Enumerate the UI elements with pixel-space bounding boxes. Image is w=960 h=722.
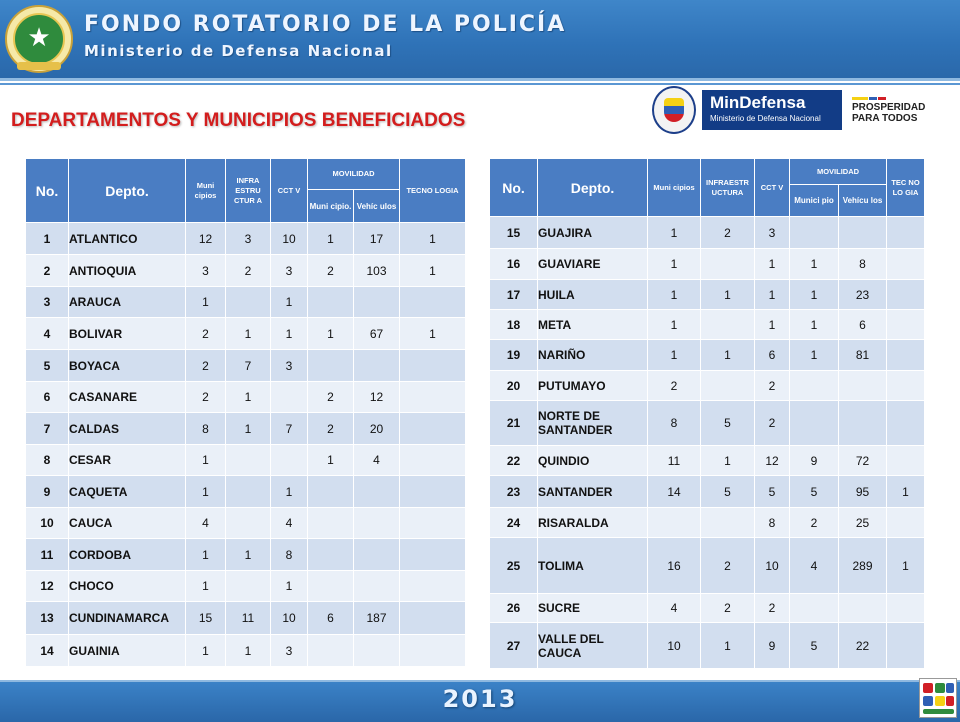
cell-tec [887, 280, 925, 310]
row-number: 19 [490, 340, 538, 371]
cell-infra: 1 [226, 539, 271, 571]
cell-tec [400, 602, 466, 635]
cell-mov-muni: 2 [308, 255, 354, 287]
header-subtitle: Ministerio de Defensa Nacional [84, 42, 393, 60]
cell-cctv: 2 [755, 401, 790, 446]
cell-cctv: 1 [755, 249, 790, 280]
cell-muni: 4 [186, 508, 226, 539]
cell-mov-muni: 4 [790, 538, 839, 594]
cell-muni: 2 [186, 318, 226, 350]
cell-muni: 1 [186, 635, 226, 667]
cell-cctv: 4 [271, 508, 308, 539]
cell-infra [701, 310, 755, 340]
cell-cctv: 1 [271, 318, 308, 350]
cell-tec [887, 508, 925, 538]
cell-infra: 1 [701, 446, 755, 476]
table-row [26, 255, 466, 287]
row-number: 21 [490, 401, 538, 446]
row-number: 3 [26, 287, 69, 318]
row-number: 18 [490, 310, 538, 340]
cell-muni: 1 [648, 310, 701, 340]
cell-tec [400, 382, 466, 413]
header-banner [0, 0, 960, 81]
cell-tec [887, 249, 925, 280]
cell-mov-veh [354, 571, 400, 602]
table-row [26, 571, 466, 602]
cell-mov-muni: 1 [308, 318, 354, 350]
cell-infra: 5 [701, 401, 755, 446]
cell-tec [887, 310, 925, 340]
cell-muni [648, 508, 701, 538]
table-row [490, 538, 925, 594]
header-movilidad: MOVILIDAD [790, 159, 887, 185]
cell-mov-veh: 289 [839, 538, 887, 594]
table-row [490, 371, 925, 401]
header-tecnologia: TEC NO LO GIA [887, 159, 925, 217]
cell-muni: 2 [186, 350, 226, 382]
cell-mov-veh: 8 [839, 249, 887, 280]
prosperidad-line2: PARA TODOS [852, 113, 918, 124]
table-row [26, 476, 466, 508]
department-name: CALDAS [69, 413, 186, 445]
department-name: SANTANDER [538, 476, 648, 508]
department-name: RISARALDA [538, 508, 648, 538]
header-divider [0, 83, 960, 85]
row-number: 26 [490, 594, 538, 623]
header-infraestructura: INFRAESTR UCTURA [701, 159, 755, 217]
cell-tec [887, 371, 925, 401]
cell-muni: 1 [648, 340, 701, 371]
header-movilidad: MOVILIDAD [308, 159, 400, 190]
row-number: 14 [26, 635, 69, 667]
cell-mov-muni: 5 [790, 476, 839, 508]
row-number: 15 [490, 217, 538, 249]
table-row [26, 318, 466, 350]
cell-mov-muni [308, 635, 354, 667]
cell-tec: 1 [887, 538, 925, 594]
cell-infra: 1 [226, 382, 271, 413]
cell-tec [887, 446, 925, 476]
cell-infra: 5 [701, 476, 755, 508]
cell-muni: 1 [186, 476, 226, 508]
department-name: CESAR [69, 445, 186, 476]
cell-cctv: 3 [755, 217, 790, 249]
cell-tec [400, 445, 466, 476]
department-name: GUAJIRA [538, 217, 648, 249]
cell-infra [226, 571, 271, 602]
row-number: 2 [26, 255, 69, 287]
cell-tec [400, 571, 466, 602]
cell-cctv: 2 [755, 371, 790, 401]
cell-cctv [271, 445, 308, 476]
cell-infra: 2 [226, 255, 271, 287]
row-number: 17 [490, 280, 538, 310]
row-number: 25 [490, 538, 538, 594]
cell-cctv: 6 [755, 340, 790, 371]
table-row [26, 635, 466, 667]
cell-mov-veh: 187 [354, 602, 400, 635]
footer-logo [919, 678, 957, 718]
header-mov-municipio: Muni cipio. [308, 190, 354, 223]
row-number: 10 [26, 508, 69, 539]
cell-muni: 1 [186, 287, 226, 318]
table-row [490, 249, 925, 280]
cell-cctv: 12 [755, 446, 790, 476]
table-row [26, 287, 466, 318]
cell-cctv: 2 [755, 594, 790, 623]
department-name: HUILA [538, 280, 648, 310]
cell-mov-muni [308, 350, 354, 382]
header-infraestructura: INFRA ESTRU CTUR A [226, 159, 271, 223]
cell-muni: 8 [186, 413, 226, 445]
mindefensa-logo [652, 86, 842, 134]
header-mov-municipio: Munici pio [790, 185, 839, 217]
cell-mov-veh [354, 287, 400, 318]
cell-infra: 7 [226, 350, 271, 382]
department-name: ANTIOQUIA [69, 255, 186, 287]
cell-tec [400, 350, 466, 382]
cell-tec [400, 508, 466, 539]
cell-cctv: 8 [271, 539, 308, 571]
cell-infra: 1 [226, 635, 271, 667]
mindefensa-logo-subtext: Ministerio de Defensa Nacional [710, 114, 821, 123]
cell-mov-veh [354, 476, 400, 508]
cell-muni: 11 [648, 446, 701, 476]
cell-mov-muni [790, 401, 839, 446]
cell-tec [400, 635, 466, 667]
header-depto: Depto. [69, 159, 186, 223]
department-name: ARAUCA [69, 287, 186, 318]
table-row [26, 539, 466, 571]
row-number: 9 [26, 476, 69, 508]
departments-table-left [25, 158, 466, 667]
header-cctv: CCT V [271, 159, 308, 223]
table-row [490, 280, 925, 310]
cell-infra [226, 476, 271, 508]
cell-infra: 2 [701, 538, 755, 594]
cell-tec [400, 476, 466, 508]
cell-infra [226, 287, 271, 318]
cell-mov-muni: 2 [308, 413, 354, 445]
cell-tec [887, 340, 925, 371]
page-title: DEPARTAMENTOS Y MUNICIPIOS BENEFICIADOS [11, 110, 466, 131]
cell-mov-muni: 1 [308, 445, 354, 476]
row-number: 11 [26, 539, 69, 571]
cell-mov-muni: 1 [790, 280, 839, 310]
row-number: 24 [490, 508, 538, 538]
cell-tec [887, 623, 925, 669]
cell-mov-veh [839, 401, 887, 446]
cell-mov-muni: 1 [308, 223, 354, 255]
cell-tec: 1 [887, 476, 925, 508]
cell-muni: 8 [648, 401, 701, 446]
cell-muni: 3 [186, 255, 226, 287]
cell-mov-muni [790, 217, 839, 249]
department-name: TOLIMA [538, 538, 648, 594]
table-row [490, 401, 925, 446]
cell-tec [887, 401, 925, 446]
cell-tec: 1 [400, 255, 466, 287]
row-number: 16 [490, 249, 538, 280]
department-name: NORTE DE SANTANDER [538, 401, 648, 446]
department-name: CAQUETA [69, 476, 186, 508]
cell-mov-muni: 1 [790, 340, 839, 371]
cell-mov-veh [839, 371, 887, 401]
cell-cctv: 1 [755, 280, 790, 310]
cell-mov-muni [308, 508, 354, 539]
table-row [490, 217, 925, 249]
cell-cctv: 3 [271, 350, 308, 382]
cell-mov-veh: 103 [354, 255, 400, 287]
row-number: 6 [26, 382, 69, 413]
table-row [490, 340, 925, 371]
cell-cctv: 3 [271, 255, 308, 287]
cell-mov-muni: 5 [790, 623, 839, 669]
cell-infra: 1 [226, 413, 271, 445]
footer-banner [0, 680, 960, 722]
cell-cctv: 10 [755, 538, 790, 594]
cell-infra: 3 [226, 223, 271, 255]
cell-muni: 1 [186, 445, 226, 476]
row-number: 27 [490, 623, 538, 669]
cell-muni: 16 [648, 538, 701, 594]
cell-mov-veh [354, 350, 400, 382]
department-name: BOLIVAR [69, 318, 186, 350]
mindefensa-logo-text: MinDefensa [710, 93, 806, 112]
cell-mov-muni: 1 [790, 310, 839, 340]
cell-infra [701, 371, 755, 401]
cell-infra: 2 [701, 217, 755, 249]
cell-mov-veh: 22 [839, 623, 887, 669]
cell-mov-muni: 2 [308, 382, 354, 413]
cell-mov-muni: 9 [790, 446, 839, 476]
department-name: GUAINIA [69, 635, 186, 667]
cell-mov-veh: 4 [354, 445, 400, 476]
table-row [26, 413, 466, 445]
cell-muni: 1 [648, 280, 701, 310]
cell-mov-veh: 95 [839, 476, 887, 508]
cell-cctv: 1 [755, 310, 790, 340]
cell-mov-veh: 23 [839, 280, 887, 310]
cell-cctv: 1 [271, 476, 308, 508]
cell-infra: 1 [701, 340, 755, 371]
header-municipios: Muni cipios [186, 159, 226, 223]
header-mov-vehiculos: Vehíc ulos [354, 190, 400, 223]
department-name: SUCRE [538, 594, 648, 623]
table-row [26, 382, 466, 413]
cell-mov-muni: 1 [790, 249, 839, 280]
cell-infra [226, 445, 271, 476]
cell-tec [400, 539, 466, 571]
cell-mov-veh [354, 539, 400, 571]
cell-mov-veh: 25 [839, 508, 887, 538]
header-depto: Depto. [538, 159, 648, 217]
cell-tec [887, 594, 925, 623]
cell-cctv: 3 [271, 635, 308, 667]
table-row [26, 508, 466, 539]
row-number: 7 [26, 413, 69, 445]
row-number: 12 [26, 571, 69, 602]
cell-cctv: 1 [271, 287, 308, 318]
table-row [26, 223, 466, 255]
cell-mov-veh [354, 635, 400, 667]
row-number: 5 [26, 350, 69, 382]
cell-muni: 1 [186, 539, 226, 571]
table-row [490, 446, 925, 476]
cell-cctv [271, 382, 308, 413]
table-row [26, 350, 466, 382]
cell-cctv: 9 [755, 623, 790, 669]
department-name: CORDOBA [69, 539, 186, 571]
cell-mov-muni [308, 476, 354, 508]
row-number: 1 [26, 223, 69, 255]
cell-muni: 2 [186, 382, 226, 413]
cell-tec: 1 [400, 318, 466, 350]
header-mov-vehiculos: Vehícu los [839, 185, 887, 217]
cell-cctv: 7 [271, 413, 308, 445]
cell-cctv: 8 [755, 508, 790, 538]
header-cctv: CCT V [755, 159, 790, 217]
cell-muni: 1 [186, 571, 226, 602]
table-row [490, 594, 925, 623]
department-name: CUNDINAMARCA [69, 602, 186, 635]
cell-cctv: 10 [271, 223, 308, 255]
cell-infra [701, 249, 755, 280]
cell-muni: 1 [648, 249, 701, 280]
cell-muni: 4 [648, 594, 701, 623]
department-name: CHOCO [69, 571, 186, 602]
cell-infra: 1 [701, 623, 755, 669]
cell-muni: 12 [186, 223, 226, 255]
cell-mov-muni [308, 571, 354, 602]
department-name: GUAVIARE [538, 249, 648, 280]
table-row [26, 602, 466, 635]
header-title: FONDO ROTATORIO DE LA POLICÍA [84, 12, 567, 37]
cell-infra: 11 [226, 602, 271, 635]
header-no: No. [490, 159, 538, 217]
cell-tec [400, 413, 466, 445]
table-row [490, 310, 925, 340]
cell-mov-veh: 12 [354, 382, 400, 413]
row-number: 20 [490, 371, 538, 401]
department-name: META [538, 310, 648, 340]
cell-muni: 14 [648, 476, 701, 508]
cell-infra [701, 508, 755, 538]
cell-infra: 1 [226, 318, 271, 350]
row-number: 23 [490, 476, 538, 508]
cell-muni: 1 [648, 217, 701, 249]
star-icon: ★ [27, 23, 51, 53]
footer-year: 2013 [442, 685, 518, 713]
cell-infra [226, 508, 271, 539]
row-number: 4 [26, 318, 69, 350]
cell-mov-veh [839, 594, 887, 623]
cell-infra: 2 [701, 594, 755, 623]
header-no: No. [26, 159, 69, 223]
cell-muni: 10 [648, 623, 701, 669]
cell-mov-muni [308, 287, 354, 318]
cell-mov-muni [308, 539, 354, 571]
cell-mov-veh: 20 [354, 413, 400, 445]
cell-mov-veh: 6 [839, 310, 887, 340]
table-row [26, 445, 466, 476]
department-name: PUTUMAYO [538, 371, 648, 401]
cell-cctv: 10 [271, 602, 308, 635]
cell-mov-muni [790, 371, 839, 401]
header-municipios: Muni cipios [648, 159, 701, 217]
row-number: 13 [26, 602, 69, 635]
row-number: 8 [26, 445, 69, 476]
cell-mov-veh: 81 [839, 340, 887, 371]
department-name: CAUCA [69, 508, 186, 539]
department-name: CASANARE [69, 382, 186, 413]
cell-infra: 1 [701, 280, 755, 310]
cell-mov-veh [354, 508, 400, 539]
cell-muni: 2 [648, 371, 701, 401]
cell-tec [887, 217, 925, 249]
cell-muni: 15 [186, 602, 226, 635]
cell-mov-veh: 67 [354, 318, 400, 350]
department-name: BOYACA [69, 350, 186, 382]
department-name: QUINDIO [538, 446, 648, 476]
header-tecnologia: TECNO LOGIA [400, 159, 466, 223]
coat-of-arms-icon [652, 86, 696, 134]
cell-tec [400, 287, 466, 318]
prosperidad-line1: PROSPERIDAD [852, 102, 926, 113]
cell-mov-muni [790, 594, 839, 623]
table-row [490, 508, 925, 538]
cell-mov-muni: 2 [790, 508, 839, 538]
cell-mov-veh [839, 217, 887, 249]
department-name: NARIÑO [538, 340, 648, 371]
police-seal-logo [5, 5, 73, 73]
prosperidad-logo [852, 97, 930, 124]
cell-cctv: 1 [271, 571, 308, 602]
cell-cctv: 5 [755, 476, 790, 508]
departments-table-right [489, 158, 925, 669]
table-row [490, 476, 925, 508]
row-number: 22 [490, 446, 538, 476]
department-name: ATLANTICO [69, 223, 186, 255]
cell-mov-veh: 17 [354, 223, 400, 255]
cell-tec: 1 [400, 223, 466, 255]
cell-mov-muni: 6 [308, 602, 354, 635]
department-name: VALLE DEL CAUCA [538, 623, 648, 669]
cell-mov-veh: 72 [839, 446, 887, 476]
table-row [490, 623, 925, 669]
